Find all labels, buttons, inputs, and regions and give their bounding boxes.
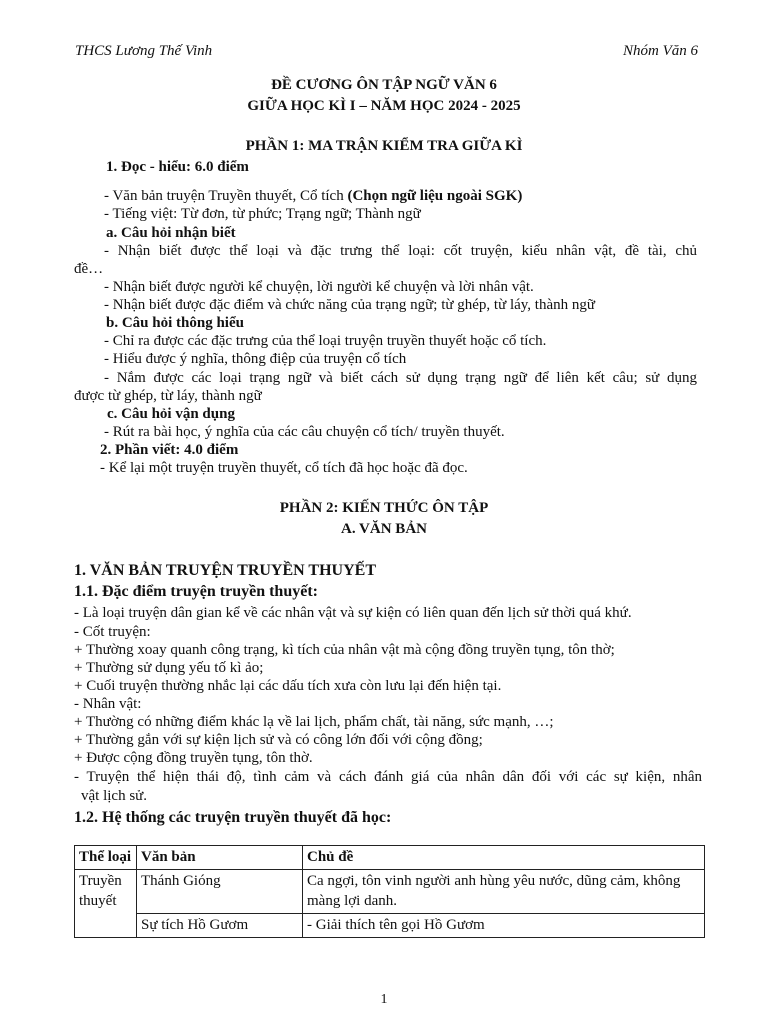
b3-line1: - Nắm được các loại trạng ngữ và biết cách sử dụng trạng ngữ để liên kết câu; sử dụng	[104, 370, 697, 386]
b-heading: b. Câu hỏi thông hiểu	[106, 315, 244, 331]
legend-table	[74, 845, 705, 938]
section1-heading: 1. VĂN BẢN TRUYỆN TRUYỀN THUYẾT	[74, 562, 376, 579]
body-line: + Thường gắn với sự kiện lịch sử và có công lớn đối với cộng đồng;	[74, 732, 483, 748]
body-line: + Thường xoay quanh công trạng, kì tích của nhân vật mà cộng đồng truyền tụng, tôn thờ;	[74, 642, 615, 658]
b1-line: - Chỉ ra được các đặc trưng của thể loại truyện truyền thuyết hoặc cổ tích.	[104, 333, 547, 349]
attitude-line2: vật lịch sử.	[81, 788, 148, 804]
part2-subheading: A. VĂN BẢN	[341, 521, 427, 537]
text-type-note: (Chọn ngữ liệu ngoài SGK)	[347, 188, 523, 204]
table-header-work: Văn bản	[137, 846, 303, 870]
table-row	[75, 870, 705, 914]
table-header-row	[75, 846, 705, 870]
b3-line2: được từ ghép, từ láy, thành ngữ	[74, 388, 262, 404]
header-school: THCS Lương Thế Vinh	[75, 43, 213, 59]
table-cell-theme: - Giải thích tên gọi Hồ Gươm	[303, 914, 705, 938]
table-cell-work: Thánh Gióng	[137, 870, 303, 914]
table-cell-theme: Ca ngợi, tôn vinh người anh hùng yêu nước, dũng cảm, không màng lợi danh.	[303, 870, 705, 914]
body-line: + Thường sử dụng yếu tố kì ảo;	[74, 660, 264, 676]
c-heading: c. Câu hỏi vận dụng	[107, 406, 235, 422]
a2-line: - Nhận biết được người kể chuyện, lời người kể chuyện và lời nhân vật.	[104, 279, 534, 295]
part2-heading: PHẦN 2: KIẾN THỨC ÔN TẬP	[279, 500, 489, 516]
body-line: - Nhân vật:	[74, 696, 142, 712]
table-row	[75, 914, 705, 938]
writing-line: - Kể lại một truyện truyền thuyết, cổ tích đã học hoặc đã đọc.	[100, 460, 468, 476]
doc-title-line2: GIỮA HỌC KÌ I – NĂM HỌC 2024 - 2025	[247, 98, 521, 114]
writing-heading: 2. Phần viết: 4.0 điểm	[100, 442, 239, 458]
header-group: Nhóm Văn 6	[623, 43, 698, 59]
body-line: + Cuối truyện thường nhắc lại các dấu tích xưa còn lưu lại đến hiện tại.	[74, 678, 502, 694]
s12-heading: 1.2. Hệ thống các truyện truyền thuyết đã học:	[74, 809, 392, 826]
body-line: + Được cộng đồng truyền tụng, tôn thờ.	[74, 750, 313, 766]
s11-heading: 1.1. Đặc điểm truyện truyền thuyết:	[74, 583, 318, 600]
a1-line1: - Nhận biết được thể loại và đặc trưng thể loại: cốt truyện, kiểu nhân vật, đề tài, chủ	[104, 243, 697, 259]
table-cell-work: Sự tích Hồ Gươm	[137, 914, 303, 938]
c1-line: - Rút ra bài học, ý nghĩa của các câu chuyện cổ tích/ truyền thuyết.	[104, 424, 505, 440]
b2-line: - Hiểu được ý nghĩa, thông điệp của truyện cổ tích	[104, 351, 407, 367]
doc-title-line1: ĐỀ CƯƠNG ÔN TẬP NGỮ VĂN 6	[271, 77, 497, 93]
reading-heading: 1. Đọc - hiểu: 6.0 điểm	[106, 159, 249, 175]
body-line: + Thường có những điểm khác lạ về lai lịch, phẩm chất, tài năng, sức mạnh, …;	[74, 714, 554, 730]
a-heading: a. Câu hỏi nhận biết	[106, 225, 236, 241]
a3-line: - Nhận biết được đặc điểm và chức năng của trạng ngữ; từ ghép, từ láy, thành ngữ	[104, 297, 596, 313]
a1-line2: đề…	[74, 261, 104, 277]
part1-heading: PHẦN 1: MA TRẬN KIỂM TRA GIỮA KÌ	[245, 138, 523, 154]
page-number: 1	[380, 992, 388, 1007]
body-line: - Là loại truyện dân gian kể về các nhân vật và sự kiện có liên quan đến lịch sử thời quá khứ.	[74, 605, 632, 621]
table-cell-genre: Truyền thuyết	[75, 870, 137, 938]
text-type-line	[104, 188, 522, 205]
text-type-text: - Văn bản truyện Truyền thuyết, Cổ tích	[104, 188, 348, 204]
table-header-theme: Chủ đề	[303, 846, 705, 870]
attitude-line1: - Truyện thể hiện thái độ, tình cảm và cách đánh giá của nhân dân đối với các sự kiện, nhân	[74, 769, 702, 785]
table-header-genre: Thể loại	[75, 846, 137, 870]
body-line: - Cốt truyện:	[74, 624, 151, 640]
vietnamese-line: - Tiếng việt: Từ đơn, từ phức; Trạng ngữ; Thành ngữ	[104, 206, 421, 222]
